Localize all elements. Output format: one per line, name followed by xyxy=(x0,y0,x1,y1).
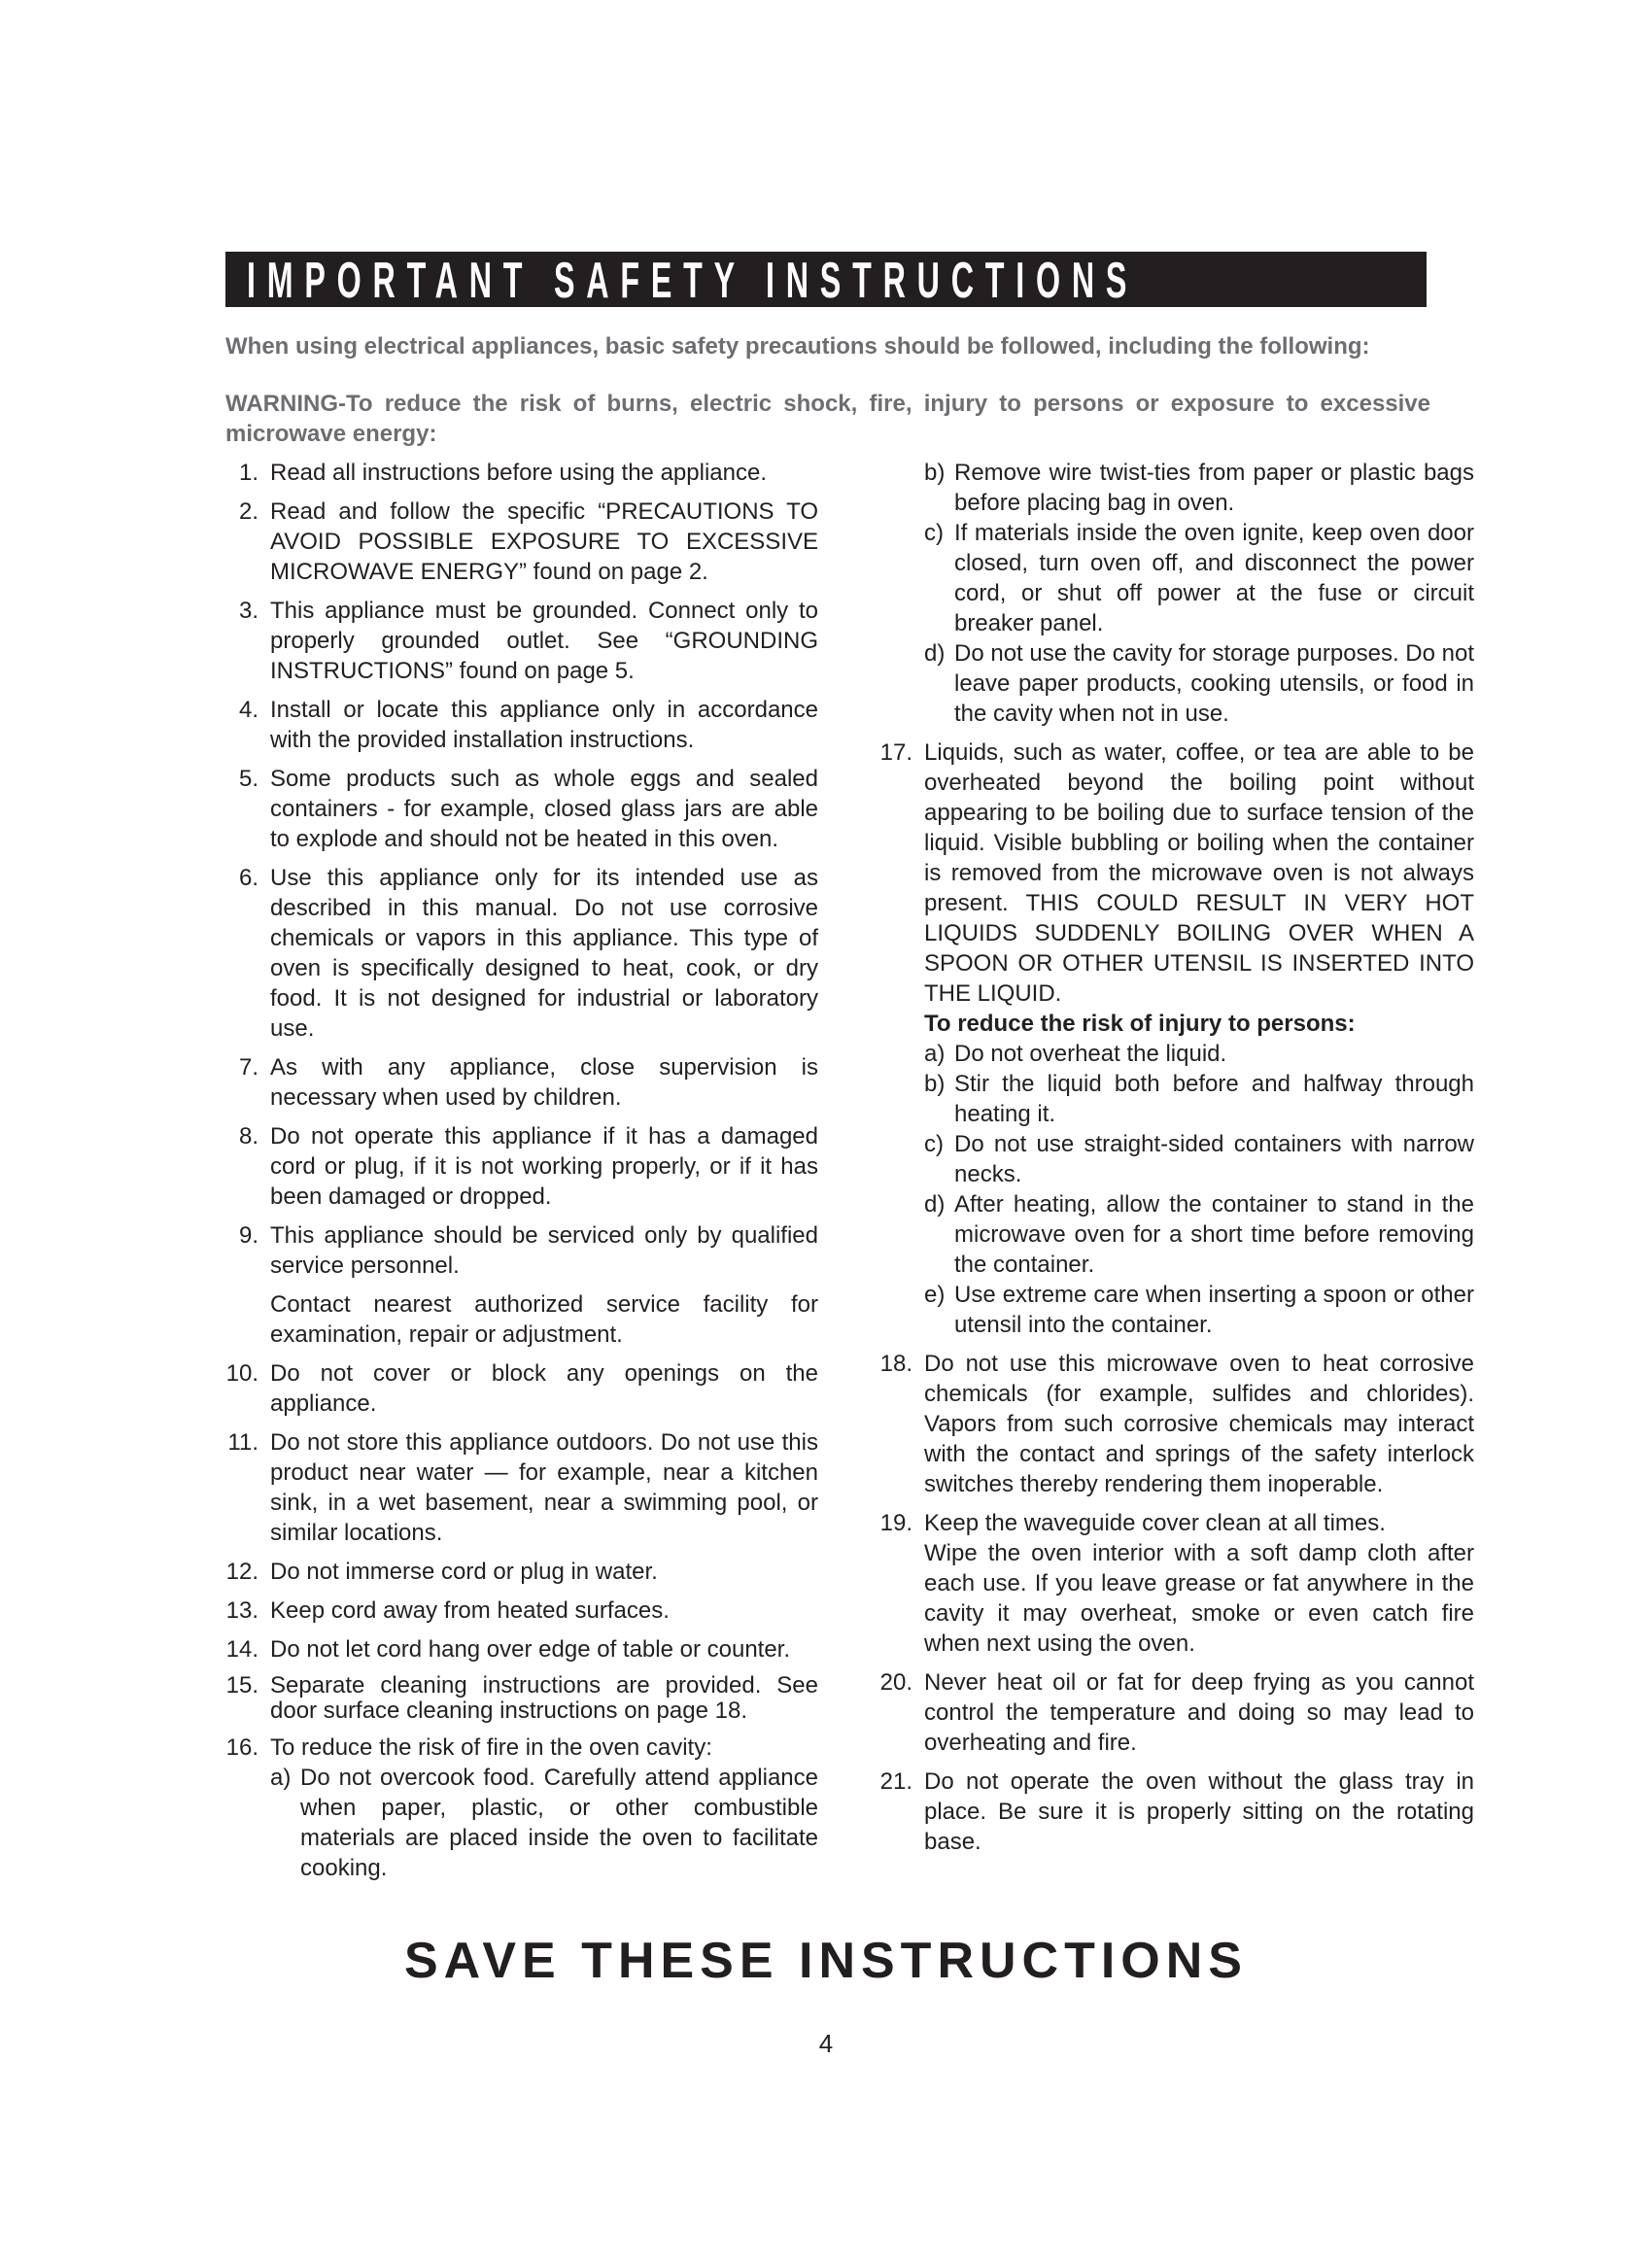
item-note: To reduce the risk of injury to persons: xyxy=(924,1011,1356,1037)
item-extra-text: Wipe the oven interior with a soft damp cloth after each use. If you leave grease or fat anywhere in the cavity it may overheat, smoke or even catch fire when next using the oven. xyxy=(924,1540,1474,1657)
list-item xyxy=(225,764,818,854)
item-text: This appliance must be grounded. Connect only to properly grounded outlet. See “GROUNDING INSTRUCTIONS” found on page 5. xyxy=(270,598,818,684)
sub-item-text: Remove wire twist-ties from paper or plastic bags before placing bag in oven. xyxy=(954,460,1474,516)
item-text: Some products such as whole eggs and sealed containers - for example, closed glass jars are able to explode and should not be heated in this oven. xyxy=(270,766,818,852)
right-column xyxy=(879,458,1474,1866)
item-number: 18. xyxy=(879,1351,912,1377)
list-item xyxy=(225,1673,818,1724)
item-number: 3. xyxy=(238,598,258,624)
sub-item xyxy=(879,1280,1474,1340)
list-item xyxy=(225,596,818,686)
sub-item-letter: b) xyxy=(924,1071,946,1097)
item-number: 11. xyxy=(227,1429,258,1456)
sub-item xyxy=(270,1763,818,1883)
sub-item-letter: a) xyxy=(924,1041,946,1067)
list-item xyxy=(225,1427,818,1548)
item-number: 1. xyxy=(238,460,258,486)
sub-item-letter: b) xyxy=(924,460,946,486)
sub-item-text: Do not use the cavity for storage purposes. Do not leave paper products, cooking utensils, or food in the cavity when not in use. xyxy=(954,640,1474,727)
list-item xyxy=(225,1596,818,1626)
sub-item-letter: e) xyxy=(924,1282,946,1308)
sub-item xyxy=(879,1069,1474,1129)
page-title: IMPORTANT SAFETY INSTRUCTIONS xyxy=(247,253,1139,309)
item-text: Separate cleaning instructions are provided. See door surface cleaning instructions on page 18. xyxy=(270,1672,818,1724)
intro-text: When using electrical appliances, basic safety precautions should be followed, including the following: xyxy=(225,333,1370,360)
item-number: 15. xyxy=(225,1672,258,1699)
item-number: 4. xyxy=(238,697,258,723)
sub-item xyxy=(879,458,1474,518)
item-number: 19. xyxy=(879,1510,912,1536)
item-number: 2. xyxy=(238,498,258,525)
item-number: 20. xyxy=(879,1669,912,1696)
list-item xyxy=(225,863,818,1044)
item-text: Do not cover or block any openings on the appliance. xyxy=(270,1360,818,1417)
item-text: As with any appliance, close supervision is necessary when used by children. xyxy=(270,1054,818,1111)
item-text: Read all instructions before using the appliance. xyxy=(270,460,767,486)
save-instructions-heading: SAVE THESE INSTRUCTIONS xyxy=(403,1933,1248,1989)
item-text: Read and follow the specific “PRECAUTIONS TO AVOID POSSIBLE EXPOSURE TO EXCESSIVE MICROWAVE ENERGY” found on page 2. xyxy=(270,498,818,585)
sub-item-text: Stir the liquid both before and halfway through heating it. xyxy=(954,1071,1474,1127)
sub-item-text: If materials inside the oven ignite, keep oven door closed, turn oven off, and disconnect the power cord, or shut off power at the fuse or circuit breaker panel. xyxy=(954,520,1474,636)
warning-text: WARNING-To reduce the risk of burns, electric shock, fire, injury to persons or exposure to excessive microwave energy: xyxy=(225,391,1430,447)
sub-item xyxy=(879,1189,1474,1280)
title-banner xyxy=(225,252,1427,307)
item-text: Do not operate the oven without the glass tray in place. Be sure it is properly sitting on the rotating base. xyxy=(924,1768,1474,1855)
item-text: Do not operate this appliance if it has a damaged cord or plug, if it is not working properly, or if it has been damaged or dropped. xyxy=(270,1123,818,1210)
item-number: 21. xyxy=(879,1768,912,1795)
item-text: Use this appliance only for its intended use as described in this manual. Do not use corrosive chemicals or vapors in this appliance. This type of oven is specifically designed to heat, cook, or dry food. It is not designed for industrial or laboratory use. xyxy=(270,865,818,1042)
item-number: 14. xyxy=(225,1636,258,1663)
item-text: Do not let cord hang over edge of table or counter. xyxy=(270,1636,791,1663)
list-item xyxy=(225,1733,818,1883)
list-item xyxy=(225,1557,818,1587)
item-number: 6. xyxy=(238,865,258,891)
sub-item-letter: a) xyxy=(270,1765,292,1791)
item-number: 10. xyxy=(225,1360,258,1387)
sub-item-text: Do not overheat the liquid. xyxy=(954,1041,1227,1067)
item-number: 8. xyxy=(238,1123,258,1150)
sub-item-letter: c) xyxy=(924,1131,944,1157)
item-text: Never heat oil or fat for deep frying as you cannot control the temperature and doing so may lead to overheating and fire. xyxy=(924,1669,1474,1756)
item-number: 5. xyxy=(238,766,258,792)
list-item xyxy=(225,1052,818,1113)
left-column xyxy=(225,458,818,1892)
list-item xyxy=(879,1349,1474,1499)
item-number: 16. xyxy=(225,1734,258,1761)
item-text: This appliance should be serviced only by qualified service personnel. xyxy=(270,1222,818,1279)
list-item xyxy=(879,738,1474,1039)
item-number: 13. xyxy=(225,1597,258,1624)
sub-item-letter: d) xyxy=(924,640,946,667)
list-item xyxy=(225,1220,818,1350)
item-number: 7. xyxy=(238,1054,258,1081)
item-text: Do not store this appliance outdoors. Do not use this product near water — for example, near a kitchen sink, in a wet basement, near a swimming pool, or similar locations. xyxy=(270,1429,818,1546)
item-text: To reduce the risk of fire in the oven cavity: xyxy=(270,1734,712,1761)
sub-item xyxy=(879,638,1474,729)
sub-item xyxy=(879,1129,1474,1189)
sub-item-letter: c) xyxy=(924,520,944,546)
list-item xyxy=(879,1508,1474,1659)
sub-item-letter: d) xyxy=(924,1191,946,1218)
item-extra-text: Contact nearest authorized service facility for examination, repair or adjustment. xyxy=(270,1291,818,1348)
sub-item-text: Use extreme care when inserting a spoon or other utensil into the container. xyxy=(954,1282,1474,1338)
item-text: Keep cord away from heated surfaces. xyxy=(270,1597,670,1624)
item-text: Do not use this microwave oven to heat corrosive chemicals (for example, sulfides and chlorides). Vapors from such corrosive chemicals may interact with the contact and springs of the safety interlock switches thereby rendering them inoperable. xyxy=(924,1351,1474,1497)
sub-item-text: After heating, allow the container to stand in the microwave oven for a short time before removing the container. xyxy=(954,1191,1474,1278)
item-text: Install or locate this appliance only in accordance with the provided installation instructions. xyxy=(270,697,818,753)
sub-item-text: Do not overcook food. Carefully attend appliance when paper, plastic, or other combustible materials are placed inside the oven to facilitate cooking. xyxy=(300,1765,818,1881)
sub-item xyxy=(879,1039,1474,1069)
item-text: Liquids, such as water, coffee, or tea are able to be overheated beyond the boiling point without appearing to be boiling due to surface tension of the liquid. Visible bubbling or boiling when the container is removed from the microwave oven is not always present. THIS COULD RESULT IN VERY HOT LIQUIDS SUDDENLY BOILING OVER WHEN A SPOON OR OTHER UTENSIL IS INSERTED INTO THE LIQUID. xyxy=(924,739,1474,1007)
list-item xyxy=(225,695,818,755)
page-number: 4 xyxy=(818,2029,834,2058)
item-number: 17. xyxy=(879,739,912,766)
sub-item xyxy=(879,518,1474,638)
item-text: Do not immerse cord or plug in water. xyxy=(270,1559,658,1585)
item-number: 9. xyxy=(238,1222,258,1249)
list-item xyxy=(225,1358,818,1419)
list-item xyxy=(225,1121,818,1212)
list-item xyxy=(879,1767,1474,1857)
sub-item-text: Do not use straight-sided containers with narrow necks. xyxy=(954,1131,1474,1187)
item-text: Keep the waveguide cover clean at all times. xyxy=(924,1510,1386,1536)
item-number: 12. xyxy=(225,1559,258,1585)
list-item xyxy=(879,1667,1474,1758)
list-item xyxy=(225,1634,818,1664)
list-item xyxy=(225,458,818,488)
list-item xyxy=(225,497,818,587)
